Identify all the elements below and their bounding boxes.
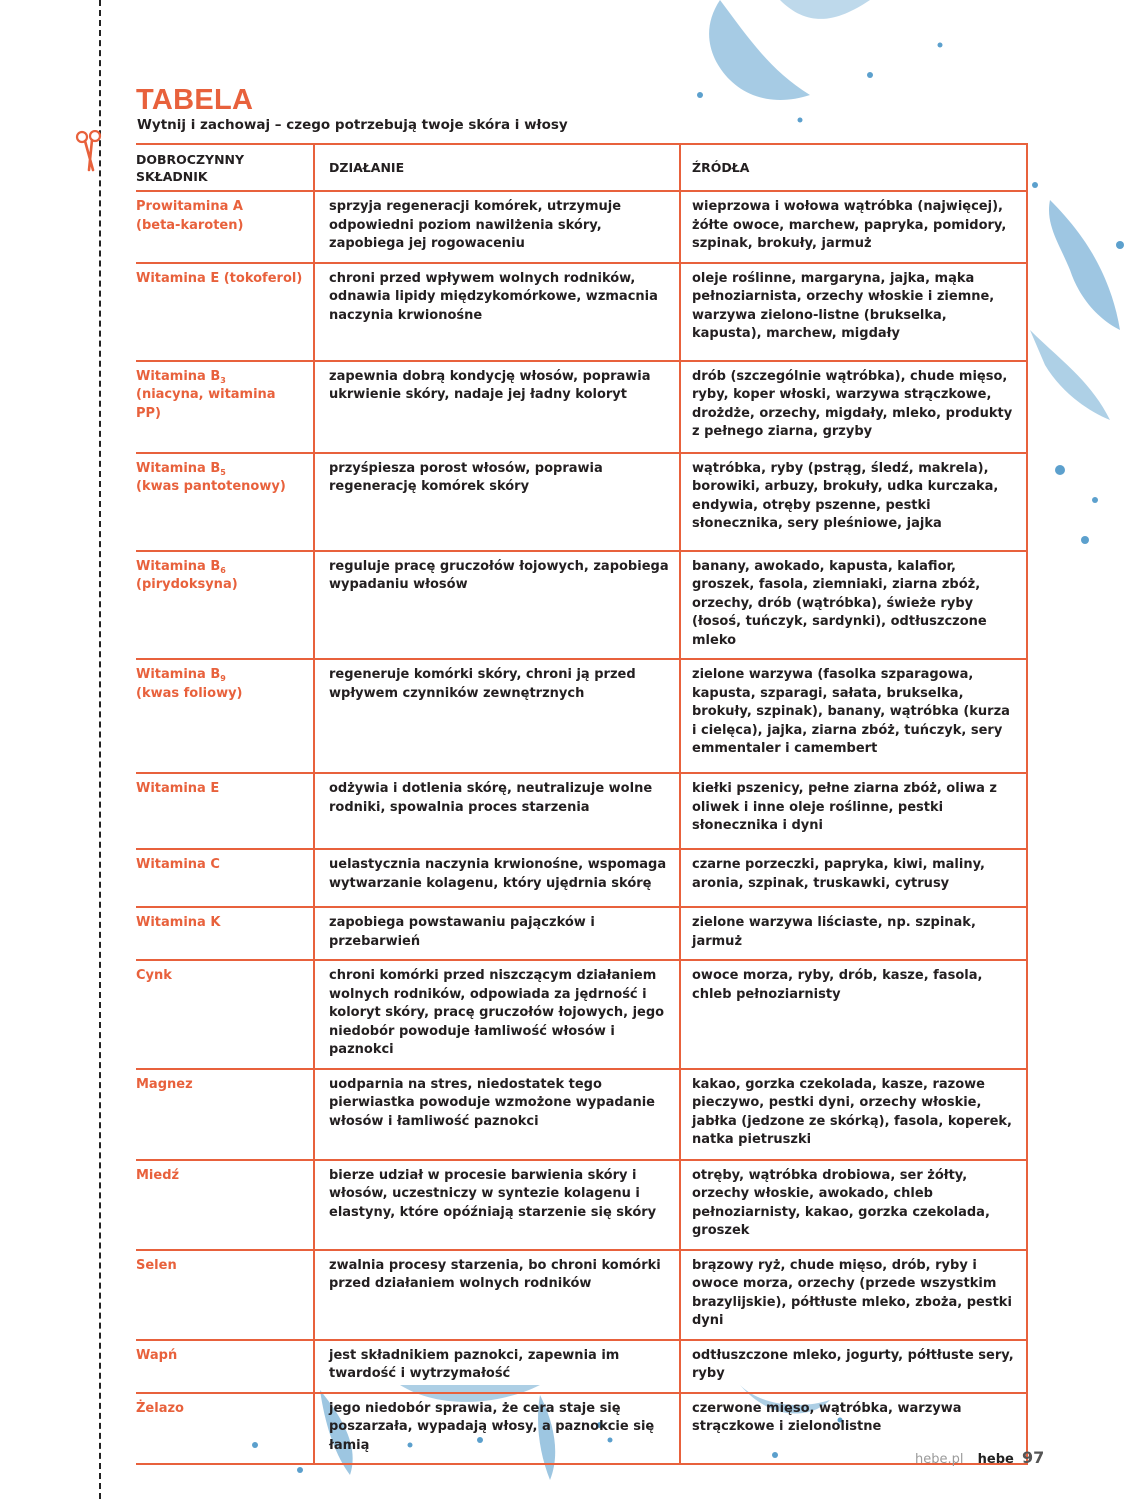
nutrient-name xyxy=(136,1069,314,1160)
nutrient-name xyxy=(136,659,314,773)
nutrient-action: odżywia i dotlenia skórę, neutralizuje wolne rodniki, spowalnia proces starzenia xyxy=(314,773,680,849)
table-row xyxy=(136,1393,1027,1465)
nutrient-name-text: Witamina E (tokoferol) xyxy=(136,270,303,286)
nutrient-sources: wątróbka, ryby (pstrąg, śledź, makrela), borowiki, arbuzy, brokuły, udka kurczaka, endywia, otręby pszenne, pestki słonecznika, sery pleśniowe, jajka xyxy=(680,453,1027,551)
table-header-row xyxy=(136,144,1027,191)
nutrient-action: jego niedobór sprawia, że cera staje się poszarzała, wypadają włosy, a paznokcie się łamią xyxy=(314,1393,680,1465)
column-header-action: DZIAŁANIE xyxy=(314,144,680,191)
table-row xyxy=(136,361,1027,453)
nutrient-action: jest składnikiem paznokci, zapewnia im twardość i wytrzymałość xyxy=(314,1340,680,1393)
page-title: TABELA xyxy=(136,84,254,116)
nutrient-name xyxy=(136,191,314,263)
column-header-ingredient: DOBROCZYNNY SKŁADNIK xyxy=(136,144,314,191)
nutrient-subscript: 5 xyxy=(220,467,226,477)
nutrient-sources: kakao, gorzka czekolada, kasze, razowe pieczywo, pestki dyni, orzechy włoskie, jabłka (jedzone ze skórką), fasola, koperek, natka pietruszki xyxy=(680,1069,1027,1160)
table-row xyxy=(136,907,1027,960)
nutrient-name-text: Witamina B xyxy=(136,368,221,384)
nutrient-sources: wieprzowa i wołowa wątróbka (najwięcej), żółte owoce, marchew, papryka, pomidory, szpinak, brokuły, jarmuż xyxy=(680,191,1027,263)
nutrient-sources: drób (szczególnie wątróbka), chude mięso, ryby, koper włoski, warzywa strączkowe, drożdże, orzechy, migdały, mleko, produkty z pełnego ziarna, grzyby xyxy=(680,361,1027,453)
footer-site: hebe.pl xyxy=(915,1452,964,1467)
footer-brand: hebe xyxy=(977,1452,1014,1467)
nutrient-name-text: Cynk xyxy=(136,968,172,983)
nutrient-action: reguluje pracę gruczołów łojowych, zapobiega wypadaniu włosów xyxy=(314,551,680,660)
page-number: 97 xyxy=(1021,1448,1045,1467)
nutrient-name-text: Żelazo xyxy=(136,1400,184,1416)
nutrient-name-detail: (pirydoksyna) xyxy=(136,577,238,592)
nutrient-name-detail: (kwas foliowy) xyxy=(136,685,243,701)
nutrient-sources: czarne porzeczki, papryka, kiwi, maliny, aronia, szpinak, truskawki, cytrusy xyxy=(680,849,1027,907)
table-row xyxy=(136,453,1027,551)
page-footer xyxy=(915,1448,1044,1467)
nutrient-sources: owoce morza, ryby, drób, kasze, fasola, chleb pełnoziarnisty xyxy=(680,960,1027,1069)
nutrient-sources: odtłuszczone mleko, jogurty, półtłuste sery, ryby xyxy=(680,1340,1027,1393)
nutrient-name-text: Witamina B xyxy=(136,667,221,682)
nutrient-name-text: Prowitamina A xyxy=(136,199,243,214)
cut-line xyxy=(99,0,101,1499)
table-row xyxy=(136,1340,1027,1393)
nutrient-sources: otręby, wątróbka drobiowa, ser żółty, orzechy włoskie, awokado, chleb pełnoziarnisty, kakao, gorzka czekolada, groszek xyxy=(680,1160,1027,1250)
nutrient-name xyxy=(136,1160,314,1250)
table-row xyxy=(136,773,1027,849)
nutrient-subscript: 3 xyxy=(220,375,226,385)
nutrient-name xyxy=(136,263,314,361)
nutrient-name xyxy=(136,1340,314,1393)
nutrient-name-text: Witamina E xyxy=(136,781,220,796)
nutrient-name xyxy=(136,849,314,907)
nutrient-name-text: Witamina B xyxy=(136,558,221,574)
nutrient-name xyxy=(136,773,314,849)
nutrient-name xyxy=(136,1250,314,1340)
nutrient-name-text: Magnez xyxy=(136,1076,193,1092)
nutrient-action: przyśpiesza porost włosów, poprawia regenerację komórek skóry xyxy=(314,453,680,551)
nutrient-action: zapobiega powstawaniu pajączków i przebarwień xyxy=(314,907,680,960)
nutrients-table xyxy=(136,143,1028,1465)
nutrient-sources: oleje roślinne, margaryna, jajka, mąka pełnoziarnista, orzechy włoskie i ziemne, warzywa zielono-listne (brukselka, kapusta), marchew, migdały xyxy=(680,263,1027,361)
nutrient-name xyxy=(136,960,314,1069)
nutrient-name-text: Wapń xyxy=(136,1347,178,1363)
nutrient-name-detail: (beta-karoten) xyxy=(136,217,244,233)
nutrient-name xyxy=(136,551,314,660)
scissors-icon xyxy=(74,130,106,174)
nutrient-action: uodparnia na stres, niedostatek tego pierwiastka powoduje wzmożone wypadanie włosów i łamliwość paznokci xyxy=(314,1069,680,1160)
table-row xyxy=(136,1160,1027,1250)
nutrient-subscript: 6 xyxy=(220,565,226,575)
nutrient-name-detail: (kwas pantotenowy) xyxy=(136,479,286,494)
nutrient-name-detail: (niacyna, witamina PP) xyxy=(136,387,276,421)
nutrient-sources: kiełki pszenicy, pełne ziarna zbóż, oliwa z oliwek i inne oleje roślinne, pestki słonecznika i dyni xyxy=(680,773,1027,849)
nutrient-sources: czerwone mięso, wątróbka, warzywa strączkowe i zielonolistne xyxy=(680,1393,1027,1465)
nutrient-name-text: Miedź xyxy=(136,1167,180,1183)
nutrient-sources: brązowy ryż, chude mięso, drób, ryby i owoce morza, orzechy (przede wszystkim brazylijskie), półtłuste mleko, zboża, pestki dyni xyxy=(680,1250,1027,1340)
nutrient-name xyxy=(136,361,314,453)
table-row xyxy=(136,1069,1027,1160)
nutrient-action: sprzyja regeneracji komórek, utrzymuje odpowiedni poziom nawilżenia skóry, zapobiega jej rogowaceniu xyxy=(314,191,680,263)
nutrient-action: chroni przed wpływem wolnych rodników, odnawia lipidy międzykomórkowe, wzmacnia naczynia krwionośne xyxy=(314,263,680,361)
nutrient-subscript: 9 xyxy=(220,674,226,683)
nutrient-sources: zielone warzywa liściaste, np. szpinak, jarmuż xyxy=(680,907,1027,960)
nutrient-action: zwalnia procesy starzenia, bo chroni komórki przed działaniem wolnych rodników xyxy=(314,1250,680,1340)
table-row xyxy=(136,960,1027,1069)
nutrient-name-text: Selen xyxy=(136,1257,177,1273)
page-subtitle: Wytnij i zachowaj – czego potrzebują twoje skóra i włosy xyxy=(137,117,568,133)
nutrient-sources: banany, awokado, kapusta, kalafior, groszek, fasola, ziemniaki, ziarna zbóż, orzechy, drób (wątróbka), świeże ryby (łosoś, tuńczyk, sardynki), odtłuszczone mleko xyxy=(680,551,1027,660)
table-row xyxy=(136,1250,1027,1340)
nutrient-name xyxy=(136,1393,314,1465)
table-row xyxy=(136,849,1027,907)
nutrient-name-text: Witamina C xyxy=(136,857,220,872)
nutrient-action: regeneruje komórki skóry, chroni ją przed wpływem czynników zewnętrznych xyxy=(314,659,680,773)
nutrient-action: zapewnia dobrą kondycję włosów, poprawia ukrwienie skóry, nadaje jej ładny koloryt xyxy=(314,361,680,453)
table-row xyxy=(136,263,1027,361)
nutrient-action: bierze udział w procesie barwienia skóry i włosów, uczestniczy w syntezie kolagenu i elastyny, które opóźniają starzenie się skóry xyxy=(314,1160,680,1250)
table-row xyxy=(136,659,1027,773)
nutrient-name xyxy=(136,907,314,960)
table-row xyxy=(136,551,1027,660)
table-row xyxy=(136,191,1027,263)
nutrient-sources: zielone warzywa (fasolka szparagowa, kapusta, szparagi, sałata, brukselka, brokuły, szpinak), banany, wątróbka (kurza i cielęca), jajka, ziarna zbóż, tuńczyk, sery emmentaler i camembert xyxy=(680,659,1027,773)
nutrient-name-text: Witamina K xyxy=(136,915,221,930)
nutrient-name xyxy=(136,453,314,551)
nutrient-action: chroni komórki przed niszczącym działaniem wolnych rodników, odpowiada za jędrność i koloryt skóry, pracę gruczołów łojowych, jego niedobór powoduje łamliwość włosów i paznokci xyxy=(314,960,680,1069)
column-header-sources: ŹRÓDŁA xyxy=(680,144,1027,191)
nutrient-name-text: Witamina B xyxy=(136,460,221,476)
nutrient-action: uelastycznia naczynia krwionośne, wspomaga wytwarzanie kolagenu, który ujędrnia skórę xyxy=(314,849,680,907)
